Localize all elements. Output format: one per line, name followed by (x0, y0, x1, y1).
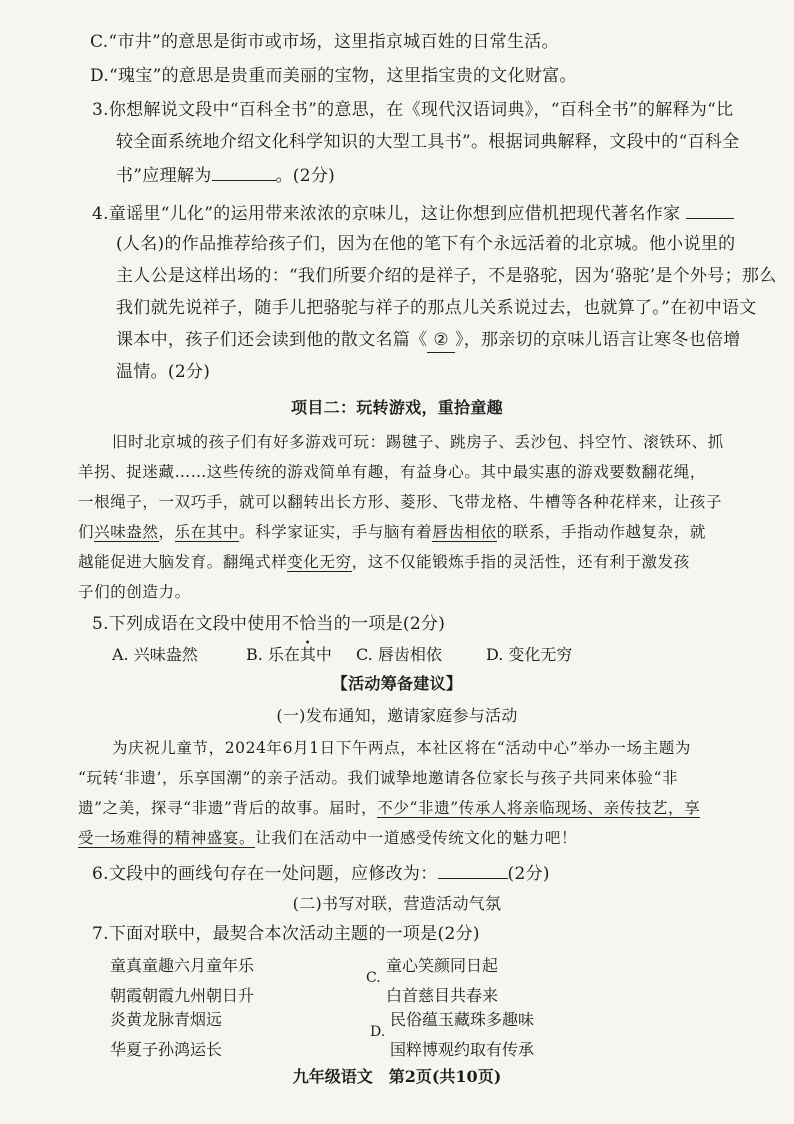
notice-line-3 (78, 796, 700, 820)
couplet-lower: 白首慈目共春来 (386, 986, 499, 1005)
passage-line-5 (78, 550, 690, 574)
subsection-2-title: (二)书写对联，营造活动气氛 (292, 894, 502, 913)
idiom-lezaiqizhong: 乐在其中 (174, 523, 240, 541)
couplet-upper: 民俗蕴玉藏珠多趣味 (390, 1010, 535, 1029)
q5-option-d[interactable]: D. 变化无穷 (486, 645, 573, 664)
passage-line-2: 羊拐、捉迷藏……这些传统的游戏简单有趣，有益身心。其中最实惠的游戏要数翻花绳， (78, 463, 706, 481)
notice-line-1: 为庆祝儿童节，2024年6月1日下午两点，本社区将在“活动中心”举办一场主题为 (112, 739, 691, 757)
q5-option-c[interactable]: C. 唇齿相依 (356, 645, 442, 664)
q7-label-c: C. (366, 970, 381, 986)
question-4-line-4: 我们就先说祥子，随手儿把骆驼与祥子的那点儿关系说过去，也就算了。”在初中语文 (116, 298, 757, 318)
answer-blank-q4-essay[interactable]: ② (427, 328, 455, 353)
question-4-line-2: (人名)的作品推荐给孩子们，因为在他的笔下有个永远活着的北京城。他小说里的 (116, 234, 736, 254)
subsection-1-title: (一)发布通知，邀请家庭参与活动 (276, 706, 518, 725)
notice-text: 遗”之美，探寻“非遗”背后的故事。届时， (78, 799, 378, 817)
q3-prefix: 书”应理解为 (116, 166, 212, 186)
page-footer: 九年级语文 第2页(共10页) (292, 1067, 502, 1086)
underlined-sentence: 受一场难得的精神盛宴。 (78, 829, 256, 847)
answer-blank-q4-author[interactable] (686, 200, 734, 219)
option-d-text: D.“瑰宝”的意思是贵重而美丽的宝物，这里指宝贵的文化财富。 (90, 66, 577, 86)
notice-line-4 (78, 826, 577, 850)
couplet-upper: 炎黄龙脉青烟远 (110, 1010, 223, 1029)
q6-prefix: 6.文段中的画线句存在一处问题，应修改为： (92, 864, 438, 884)
question-4-line-6: 温情。(2分) (116, 362, 211, 382)
couplet-lower: 国粹博观约取有传承 (390, 1040, 535, 1059)
answer-blank-q3[interactable] (212, 162, 276, 181)
q5-suffix: 的一项是(2分) (333, 614, 446, 634)
q4-prefix: 课本中，孩子们还会读到他的散文名篇《 (116, 330, 428, 350)
project-2-title: 项目二：玩转游戏，重拾童趣 (291, 398, 503, 417)
passage-text: 越能促进大脑发育。翻绳式样 (78, 553, 288, 571)
passage-line-3: 一根绳子，一双巧手，就可以翻转出长方形、菱形、飞带龙格、牛槽等各种花样来，让孩子 (78, 493, 723, 511)
notice-text: 让我们在活动中一道感受传统文化的魅力吧！ (255, 829, 578, 847)
question-6 (92, 860, 550, 886)
q6-suffix: (2分) (507, 864, 550, 884)
couplet-lower: 华夏子孙鸿运长 (110, 1040, 223, 1059)
q7-option-c[interactable] (386, 954, 498, 1008)
question-3-line-2: 较全面系统地介绍文化科学知识的大型工具书”。根据词典解释，文段中的“百科全 (116, 132, 740, 152)
q7-option-a[interactable] (110, 954, 254, 1008)
question-3-line-1: 3.你想解说文段中“百科全书”的意思，在《现代汉语词典》，“百科全书”的解释为“比 (92, 100, 734, 120)
passage-text: 。科学家证实，手与脑有着 (239, 523, 433, 541)
question-7: 7.下面对联中，最契合本次活动主题的一项是(2分) (92, 924, 480, 944)
passage-text: ， (158, 523, 175, 541)
answer-blank-q6[interactable] (438, 860, 508, 879)
q7-option-d[interactable] (390, 1008, 534, 1062)
couplet-lower: 朝霞朝霞九州朝日升 (110, 986, 255, 1005)
passage-line-1: 旧时北京城的孩子们有好多游戏可玩：踢毽子、跳房子、丢沙包、抖空竹、滚铁环、抓 (112, 433, 724, 451)
passage-line-6: 子们的创造力。 (78, 583, 191, 601)
q4-suffix: 》，那亲切的京味儿语言让寒冬也倍增 (454, 330, 741, 350)
couplet-upper: 童真童趣六月童年乐 (110, 956, 255, 975)
underlined-sentence: 不少“非遗”传承人将亲临现场、亲传技艺，享 (377, 799, 701, 817)
idiom-xingweiangran: 兴味盎然 (94, 523, 159, 541)
couplet-upper: 童心笑颜同日起 (386, 956, 499, 975)
passage-text: ，这不仅能锻炼手指的灵活性，还有利于激发孩 (351, 553, 690, 571)
question-5 (92, 612, 445, 636)
passage-line-4 (78, 520, 706, 544)
q7-label-d: D. (370, 1024, 386, 1040)
idiom-chunchixiangyi: 唇齿相依 (432, 523, 497, 541)
q4-text: 4.童谣里“儿化”的运用带来浓浓的京味儿，这让你想到应借机把现代著名作家 (92, 204, 681, 224)
q7-option-b[interactable] (110, 1008, 222, 1062)
q5-option-b[interactable]: B. 乐在其中 (246, 645, 332, 664)
idiom-bianhuawuqiong: 变化无穷 (287, 553, 352, 571)
q5-option-a[interactable]: A. 兴味盎然 (112, 645, 198, 664)
option-c-text: C.“市井”的意思是街市或市场，这里指京城百姓的日常生活。 (90, 32, 559, 52)
section-title: 【活动筹备建议】 (331, 674, 463, 693)
q5-emphasis: 不恰当 (281, 614, 334, 634)
question-4-line-1 (92, 200, 734, 226)
q3-suffix: 。(2分) (275, 166, 336, 186)
question-4-line-5 (116, 328, 741, 353)
q5-prefix: 5.下列成语在文段中使用 (92, 614, 282, 634)
question-4-line-3: 主人公是这样出场的：“我们所要介绍的是祥子，不是骆驼，因为‘骆驼’是个外号；那么 (116, 266, 777, 286)
question-3-line-3 (116, 162, 335, 188)
passage-text: 的联系，手指动作越复杂，就 (496, 523, 706, 541)
notice-line-2: “玩转‘非遗’，乐享国潮”的亲子活动。我们诚挚地邀请各位家长与孩子共同来体验“非 (78, 769, 679, 787)
passage-text: 们 (78, 523, 95, 541)
